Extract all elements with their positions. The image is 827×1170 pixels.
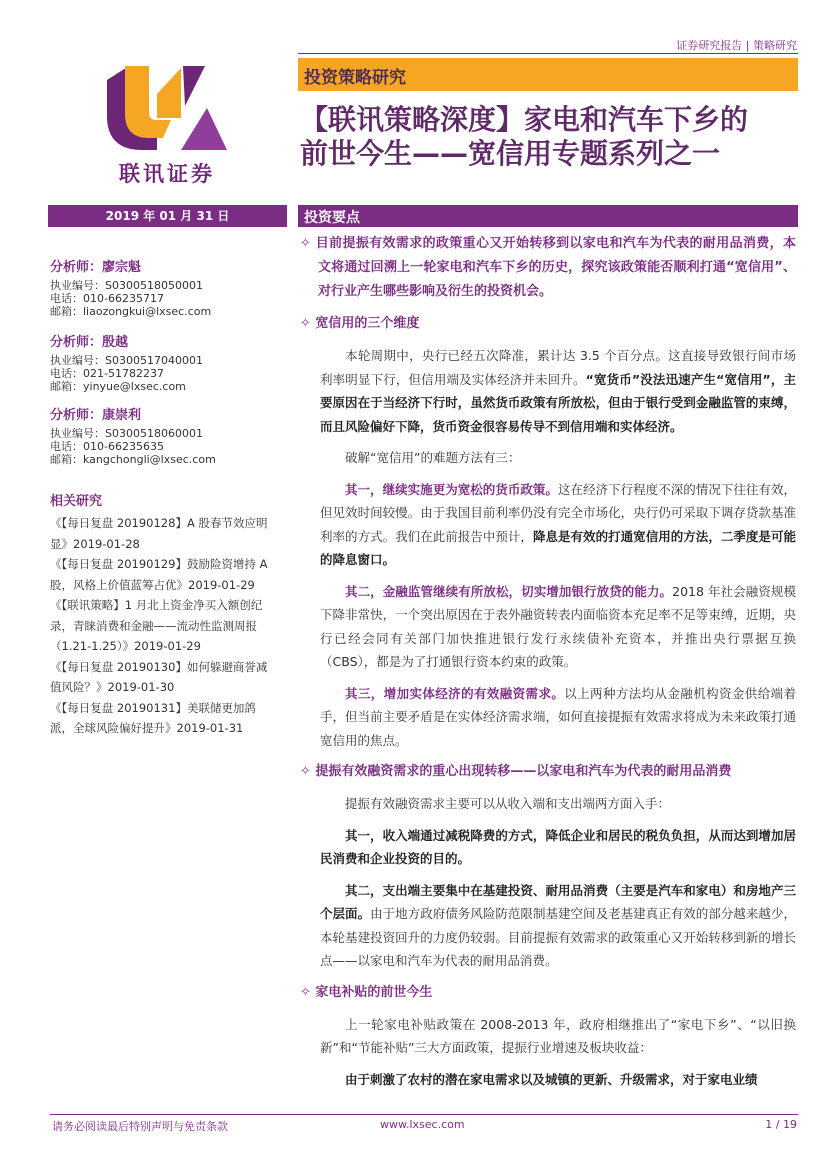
related-item[interactable] [50,554,286,595]
page-number: 1 / 19 [765,1118,797,1131]
analyst-email[interactable]: 邮箱：liaozongkui@lxsec.com [50,305,212,318]
section-bar [298,205,798,227]
section-subsidy [300,1013,796,1092]
text-run: 这在经济下行程度不深的情况下往往有效，但见效时间较慢。由于我国目前利率仍没有完全市场化，央行仍可采取下调存贷款基准利率的方式。我们在此前报告中预计， [320,481,796,544]
text-run-bold: “宽货币”没法迅速产生“宽信用”，主要原因在于当经济下行时，虽然货币政策有所放松，但由于银行受到金融监管的束缚，而且风险偏好下降，货币资金很容易传导不到信用端和实体经济。 [320,371,796,434]
logo-mark-icon [97,58,237,158]
text-run-bold: 其二，支出端主要集中在基建投资、耐用品消费（主要是汽车和家电）和房地产三个层面。 [320,882,796,921]
related-item-line: 《【联讯策略】1 月北上资金净买入额创纪 [50,598,263,612]
paragraph [320,344,796,438]
paragraph [320,1068,796,1092]
paragraph [320,879,796,973]
related-item-line: 值风险？》2019-01-30 [50,680,175,694]
related-item[interactable] [50,513,286,554]
related-item-line: 显》2019-01-28 [50,536,140,551]
text-run-bold: 由于刺激了农村的潜在家电需求以及城镇的更新、升级需求，对于家电业绩 [345,1071,758,1087]
analyst-name: 分析师：康崇利 [50,408,142,423]
main-content [300,232,796,1091]
key-point-2 [300,312,796,336]
report-date: 2019 年 01 月 31 日 [48,205,287,227]
text-run: 以上两种方法均从金融机构资金供给端着手，但当前主要矛盾是在实体经济需求端，如何直接提振有效需求将成为未来政策打通宽信用的焦点。 [320,685,796,748]
text-run-bold: 其二，金融监管继续有所放松，切实增加银行放贷的能力。 [345,583,673,599]
related-item[interactable] [50,657,286,698]
related-item-line: 股，风格上价值蓝筹占优》2019-01-29 [50,577,255,592]
section-demand [300,792,796,973]
analyst-name: 分析师：廖宗魁 [50,260,142,275]
related-item[interactable] [50,698,286,739]
related-item-line: 派，全球风险偏好提升》2019-01-31 [50,721,244,735]
analyst-block-2 [50,331,290,393]
report-title [300,103,800,171]
footer-divider [50,1114,798,1115]
company-logo-text: 联讯证券 [119,162,215,186]
text-run: 本轮周期中，央行已经五次降准，累计达 3.5 个百分点。这直接导致银行间市场利率明显下行，但信用端及实体经济并未回升。 [320,348,796,387]
analyst-license: 执业编号：S0300517040001 [50,354,203,367]
paragraph [320,580,796,674]
analyst-block-1 [50,256,290,318]
footer-url[interactable]: www.lxsec.com [380,1118,465,1131]
analyst-block-3 [50,404,290,466]
paragraph: 破解“宽信用”的难题方法有三： [345,450,521,465]
text-run: 由于地方政府债务风险防范限制基建空间及老基建真正有效的部分越来越少，本轮基建投资回升的力度仍较弱。目前提振有效需求的政策重心又开始转移到新的增长点——以家电和汽车为代表的耐用品消费。 [320,906,796,968]
footer-disclaimer[interactable]: 请务必阅读最后特别声明与免责条款 [52,1120,228,1133]
category-bar [298,58,798,91]
title-line-1: 【联讯策略深度】家电和汽车下乡的 [300,103,749,136]
related-item-line: 《【每日复盘 20190130】如何躲避商誉减 [50,659,268,674]
text-run-bold: 其一，继续实施更为宽松的货币政策。 [345,481,558,497]
diamond-bullet-icon: ✧ [300,984,316,1000]
paragraph [320,478,796,572]
related-item[interactable] [50,595,286,657]
diamond-bullet-icon: ✧ [300,316,316,331]
analyst-phone: 电话：010-66235635 [50,440,164,453]
related-item-line: 《【每日复盘 20190128】A 股春节效应明 [50,516,268,530]
analyst-phone: 电话：021-51782237 [50,367,164,380]
key-point-1 [300,232,796,304]
paragraph: 上一轮家电补贴政策在 2008-2013 年，政府相继推出了“家电下乡”、“以旧换新”和“节能补贴”三大方面政策，提振行业增速及板块收益： [320,1016,796,1055]
analyst-license: 执业编号：S0300518060001 [50,427,203,440]
paragraph [320,824,796,871]
text-run-bold: 降息是有效的打通宽信用的方法，二季度是可能的降息窗口。 [320,528,796,567]
section-credit [300,344,796,752]
key-point-3 [300,760,796,784]
key-point-2-heading: 宽信用的三个维度 [315,316,420,331]
related-item-line: 录，青睐消费和金融——流动性监测周报 [50,618,257,633]
text-run: 2018 年社会融资规模下降非常快，一个突出原因在于表外融资转表内面临资本充足率不足等束缚，近期，央行已经会同有关部门加快推进银行发行永续债补充资本，并推出央行票据互换（CBS），都是为了打通银行资本约束的政策。 [320,583,796,669]
key-point-1-text: 目前提振有效需求的政策重心又开始转移到以家电和汽车为代表的耐用品消费，本文将通过回溯上一轮家电和汽车下乡的历史，探究该政策能否顺利打通“宽信用”、对行业产生哪些影响及衍生的投资机会。 [315,236,796,299]
related-item-line: 《【每日复盘 20190129】鼓励险资增持 A [50,557,268,571]
report-type-label: 证券研究报告 | 策略研究 [676,39,797,52]
related-item-line: （1.21-1.25）》2019-01-29 [50,639,201,653]
key-point-4-heading: 家电补贴的前世今生 [315,984,433,1000]
key-point-3-heading: 提振有效融资需求的重心出现转移——以家电和汽车为代表的耐用品消费 [315,764,732,779]
analyst-name: 分析师：殷越 [50,335,129,350]
header-divider [298,53,798,54]
analyst-email[interactable]: 邮箱：yinyue@lxsec.com [50,380,186,393]
section-title: 投资要点 [304,210,360,226]
related-research-list [50,513,286,739]
title-line-2: 前世今生——宽信用专题系列之一 [300,137,721,170]
diamond-bullet-icon: ✧ [300,236,316,251]
analyst-phone: 电话：010-66235717 [50,292,164,305]
analyst-email[interactable]: 邮箱：kangchongli@lxsec.com [50,453,216,466]
category-label: 投资策略研究 [304,68,406,88]
key-point-4 [300,981,796,1005]
text-run-bold: 其一，收入端通过减税降费的方式，降低企业和居民的税负负担，从而达到增加居民消费和企业投资的目的。 [320,827,796,866]
diamond-bullet-icon: ✧ [300,764,316,779]
paragraph: 提振有效融资需求主要可以从收入端和支出端两方面入手： [345,796,671,811]
text-run-bold: 其三，增加实体经济的有效融资需求。 [345,685,565,701]
related-research-heading: 相关研究 [50,494,103,509]
paragraph [320,682,796,753]
analyst-license: 执业编号：S0300518050001 [50,279,203,292]
related-item-line: 《【每日复盘 20190131】美联储更加鸽 [50,700,256,715]
